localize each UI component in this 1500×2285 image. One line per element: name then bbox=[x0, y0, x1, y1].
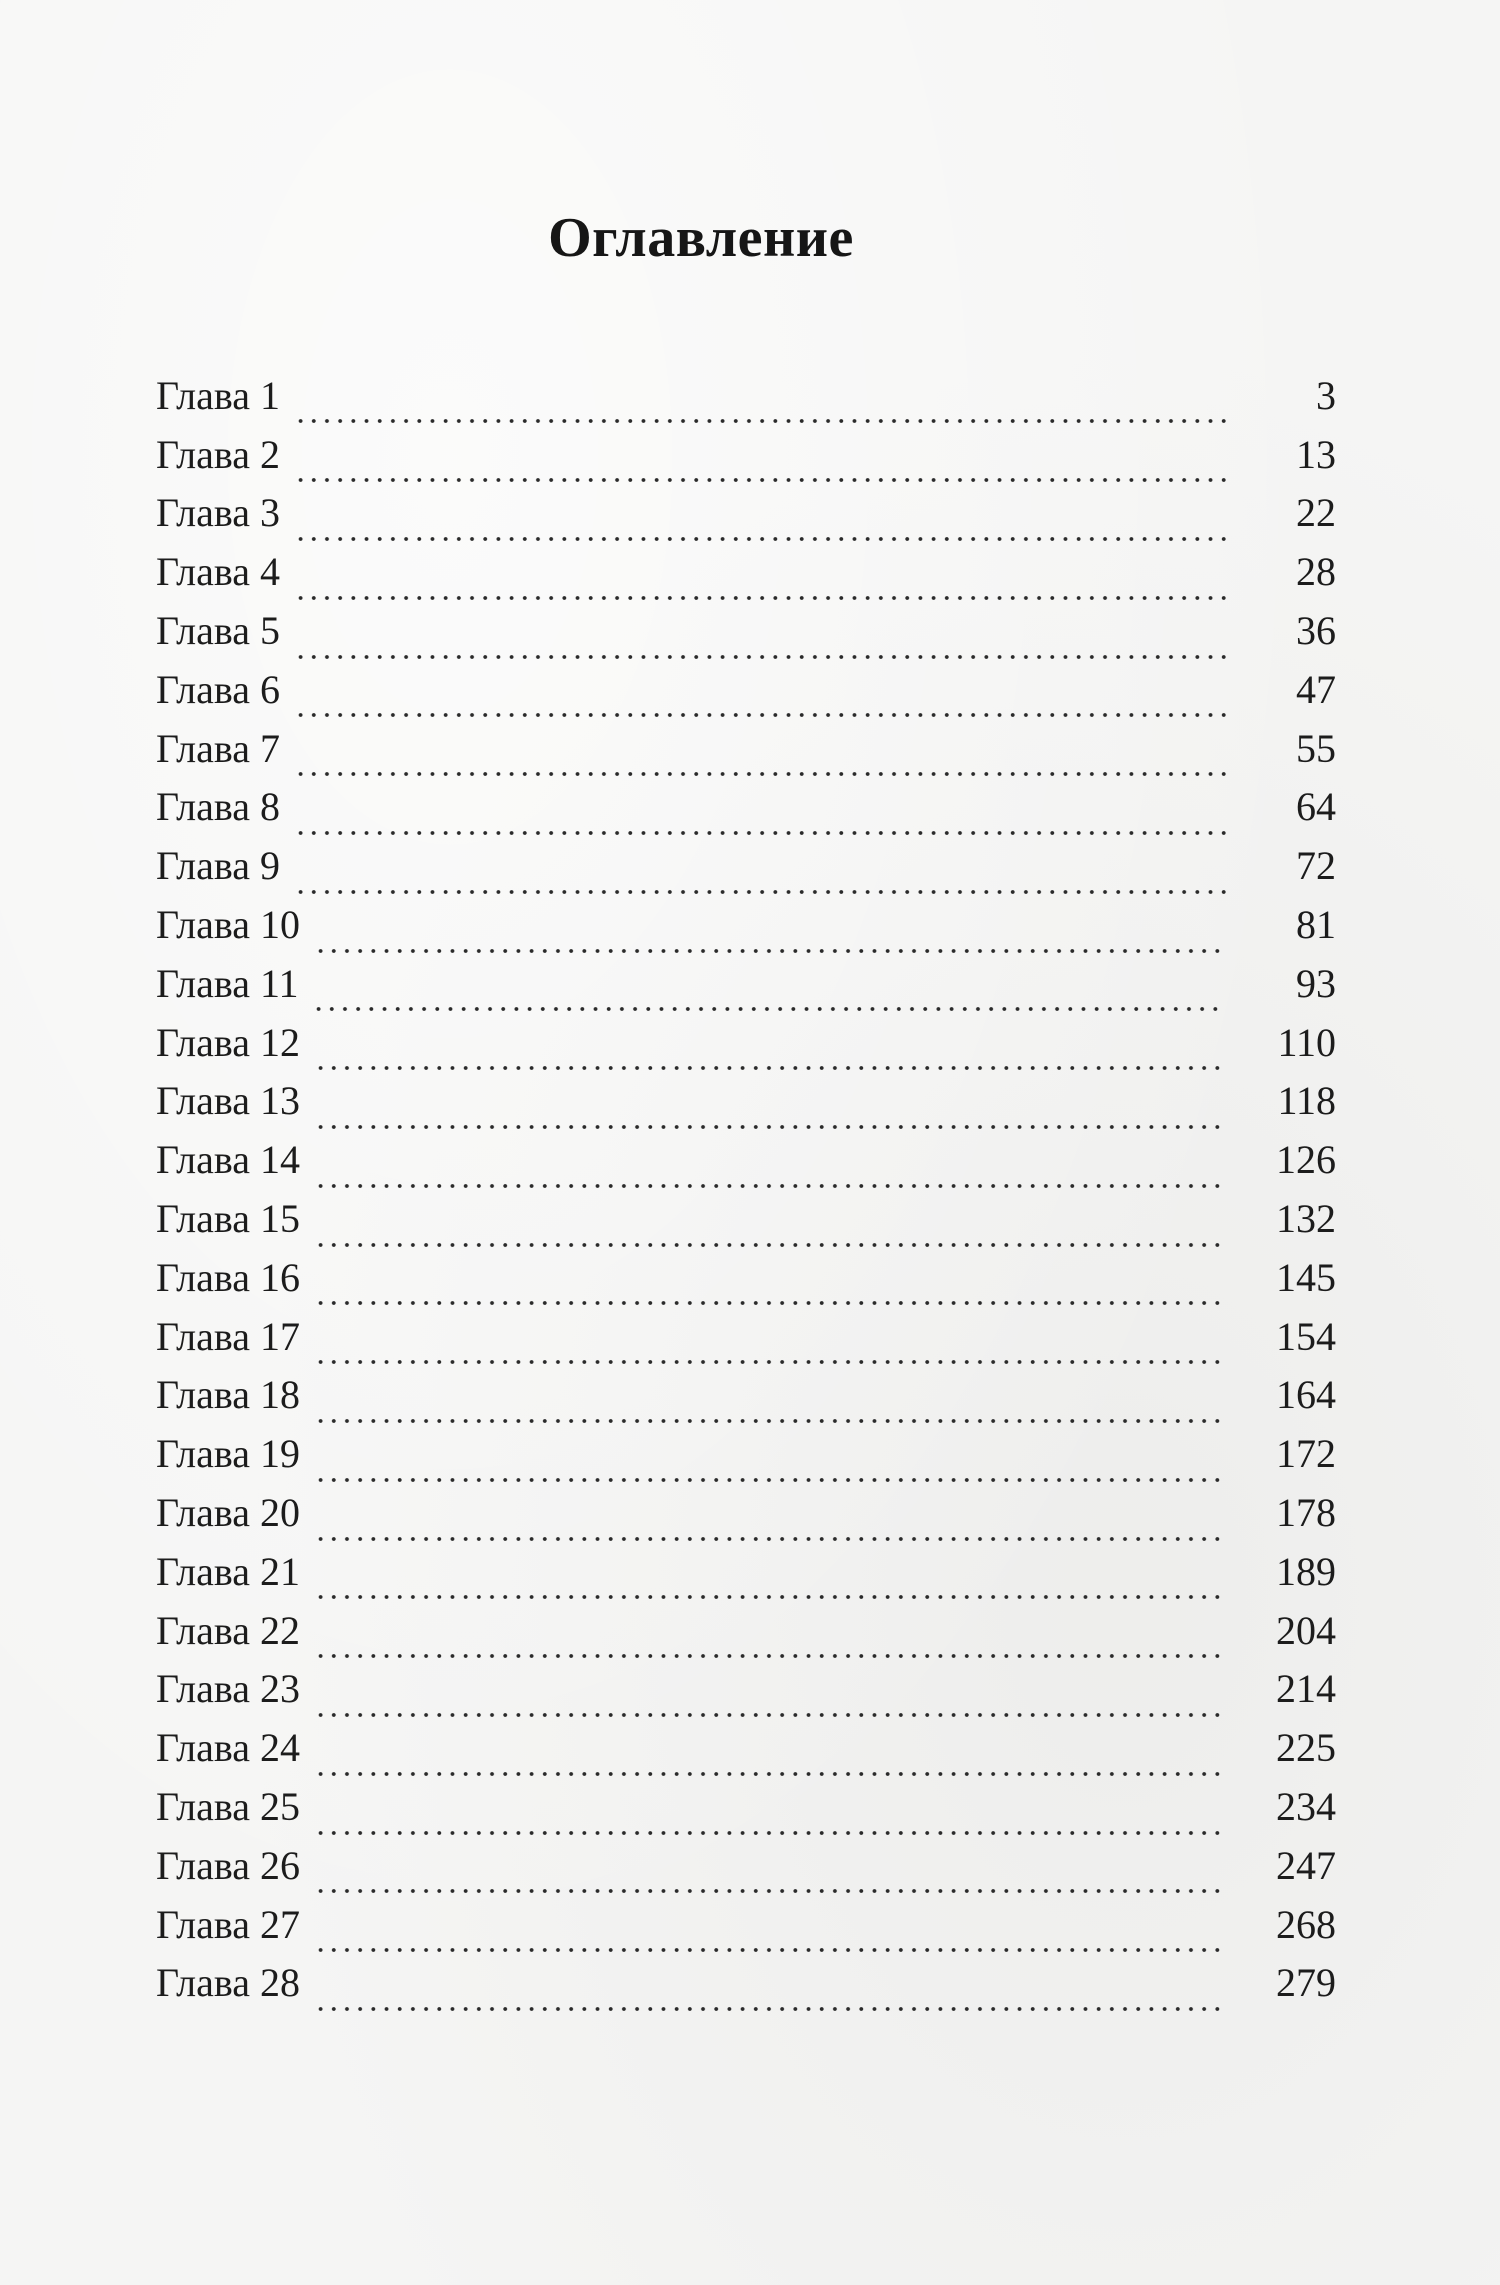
toc-entry bbox=[156, 1248, 1336, 1307]
toc-entry-label: Глава 7 bbox=[156, 725, 280, 771]
toc-entry-page-number: 13 bbox=[1296, 431, 1336, 477]
table-of-contents bbox=[156, 366, 1336, 2012]
toc-entry bbox=[156, 1307, 1336, 1366]
toc-dot-leader bbox=[314, 1620, 1226, 1660]
toc-entry bbox=[156, 601, 1336, 660]
toc-dot-leader bbox=[294, 562, 1226, 602]
toc-dot-leader bbox=[314, 1797, 1226, 1837]
toc-entry-page-number: 55 bbox=[1296, 725, 1336, 771]
toc-entry bbox=[156, 660, 1336, 719]
toc-dot-leader bbox=[314, 1267, 1226, 1307]
toc-dot-leader bbox=[314, 1150, 1226, 1190]
toc-dot-leader bbox=[314, 1738, 1226, 1778]
toc-entry-label: Глава 21 bbox=[156, 1548, 300, 1594]
toc-entry-label: Глава 6 bbox=[156, 666, 280, 712]
toc-entry bbox=[156, 1366, 1336, 1425]
toc-entry-label: Глава 12 bbox=[156, 1019, 300, 1065]
toc-entry bbox=[156, 1895, 1336, 1954]
toc-entry-label: Глава 28 bbox=[156, 1960, 300, 2006]
toc-entry bbox=[156, 1954, 1336, 2013]
toc-entry bbox=[156, 1542, 1336, 1601]
toc-entry bbox=[156, 484, 1336, 543]
toc-entry bbox=[156, 1189, 1336, 1248]
toc-entry bbox=[156, 425, 1336, 484]
toc-entry-page-number: 204 bbox=[1276, 1607, 1336, 1653]
toc-entry-page-number: 81 bbox=[1296, 902, 1336, 948]
toc-entry-page-number: 28 bbox=[1296, 549, 1336, 595]
toc-entry bbox=[156, 1013, 1336, 1072]
toc-entry bbox=[156, 954, 1336, 1013]
toc-entry-label: Глава 16 bbox=[156, 1254, 300, 1300]
toc-entry bbox=[156, 1483, 1336, 1542]
toc-entry-page-number: 72 bbox=[1296, 843, 1336, 889]
toc-entry-page-number: 268 bbox=[1276, 1901, 1336, 1947]
toc-entry-label: Глава 3 bbox=[156, 490, 280, 536]
toc-entry-page-number: 279 bbox=[1276, 1960, 1336, 2006]
toc-entry-page-number: 64 bbox=[1296, 784, 1336, 830]
toc-entry bbox=[156, 719, 1336, 778]
toc-entry bbox=[156, 836, 1336, 895]
toc-entry-page-number: 126 bbox=[1276, 1137, 1336, 1183]
toc-dot-leader bbox=[314, 1561, 1226, 1601]
toc-entry-label: Глава 17 bbox=[156, 1313, 300, 1359]
toc-entry bbox=[156, 366, 1336, 425]
toc-dot-leader bbox=[294, 621, 1226, 661]
toc-dot-leader bbox=[314, 1326, 1226, 1366]
toc-entry-label: Глава 14 bbox=[156, 1137, 300, 1183]
toc-entry-page-number: 22 bbox=[1296, 490, 1336, 536]
toc-entry-page-number: 164 bbox=[1276, 1372, 1336, 1418]
toc-entry-page-number: 214 bbox=[1276, 1666, 1336, 1712]
toc-dot-leader bbox=[314, 1444, 1226, 1484]
toc-dot-leader bbox=[294, 797, 1226, 837]
toc-entry-page-number: 234 bbox=[1276, 1784, 1336, 1830]
toc-dot-leader bbox=[294, 856, 1226, 896]
toc-entry bbox=[156, 1660, 1336, 1719]
toc-entry-label: Глава 11 bbox=[156, 960, 299, 1006]
toc-entry-page-number: 47 bbox=[1296, 666, 1336, 712]
toc-entry-page-number: 189 bbox=[1276, 1548, 1336, 1594]
toc-entry-label: Глава 23 bbox=[156, 1666, 300, 1712]
toc-entry-page-number: 36 bbox=[1296, 608, 1336, 654]
toc-dot-leader bbox=[314, 1855, 1226, 1895]
toc-entry-label: Глава 22 bbox=[156, 1607, 300, 1653]
toc-entry-page-number: 247 bbox=[1276, 1842, 1336, 1888]
toc-dot-leader bbox=[294, 503, 1226, 543]
toc-dot-leader bbox=[294, 679, 1226, 719]
toc-entry-label: Глава 25 bbox=[156, 1784, 300, 1830]
toc-dot-leader bbox=[314, 1503, 1226, 1543]
toc-entry-page-number: 172 bbox=[1276, 1431, 1336, 1477]
toc-entry bbox=[156, 778, 1336, 837]
toc-entry-label: Глава 18 bbox=[156, 1372, 300, 1418]
page-title: Оглавление bbox=[548, 206, 854, 269]
toc-dot-leader bbox=[314, 1209, 1226, 1249]
toc-entry-page-number: 154 bbox=[1276, 1313, 1336, 1359]
toc-entry bbox=[156, 1718, 1336, 1777]
toc-entry bbox=[156, 542, 1336, 601]
toc-entry bbox=[156, 1424, 1336, 1483]
toc-entry-label: Глава 5 bbox=[156, 608, 280, 654]
toc-entry bbox=[156, 1601, 1336, 1660]
toc-dot-leader bbox=[312, 973, 1226, 1013]
toc-entry bbox=[156, 1072, 1336, 1131]
toc-entry-label: Глава 26 bbox=[156, 1842, 300, 1888]
toc-entry-label: Глава 20 bbox=[156, 1490, 300, 1536]
toc-dot-leader bbox=[294, 738, 1226, 778]
toc-entry-page-number: 145 bbox=[1276, 1254, 1336, 1300]
toc-dot-leader bbox=[314, 1914, 1226, 1954]
toc-dot-leader bbox=[314, 1973, 1226, 2013]
toc-entry-page-number: 225 bbox=[1276, 1725, 1336, 1771]
toc-entry-label: Глава 9 bbox=[156, 843, 280, 889]
toc-entry bbox=[156, 895, 1336, 954]
toc-dot-leader bbox=[314, 1032, 1226, 1072]
toc-entry-label: Глава 19 bbox=[156, 1431, 300, 1477]
toc-entry-label: Глава 2 bbox=[156, 431, 280, 477]
toc-entry bbox=[156, 1836, 1336, 1895]
toc-entry-page-number: 3 bbox=[1316, 372, 1336, 418]
toc-entry-page-number: 93 bbox=[1296, 960, 1336, 1006]
toc-entry-label: Глава 24 bbox=[156, 1725, 300, 1771]
toc-entry bbox=[156, 1130, 1336, 1189]
toc-entry-label: Глава 15 bbox=[156, 1196, 300, 1242]
toc-dot-leader bbox=[294, 444, 1226, 484]
toc-dot-leader bbox=[314, 1385, 1226, 1425]
toc-dot-leader bbox=[314, 915, 1226, 955]
toc-entry bbox=[156, 1777, 1336, 1836]
toc-entry-label: Глава 10 bbox=[156, 902, 300, 948]
toc-entry-page-number: 118 bbox=[1277, 1078, 1336, 1124]
toc-entry-page-number: 110 bbox=[1277, 1019, 1336, 1065]
toc-entry-label: Глава 8 bbox=[156, 784, 280, 830]
toc-entry-label: Глава 13 bbox=[156, 1078, 300, 1124]
toc-entry-label: Глава 27 bbox=[156, 1901, 300, 1947]
toc-entry-label: Глава 1 bbox=[156, 372, 280, 418]
toc-dot-leader bbox=[314, 1091, 1226, 1131]
toc-dot-leader bbox=[314, 1679, 1226, 1719]
toc-entry-page-number: 178 bbox=[1276, 1490, 1336, 1536]
toc-dot-leader bbox=[294, 385, 1226, 425]
toc-entry-page-number: 132 bbox=[1276, 1196, 1336, 1242]
toc-entry-label: Глава 4 bbox=[156, 549, 280, 595]
